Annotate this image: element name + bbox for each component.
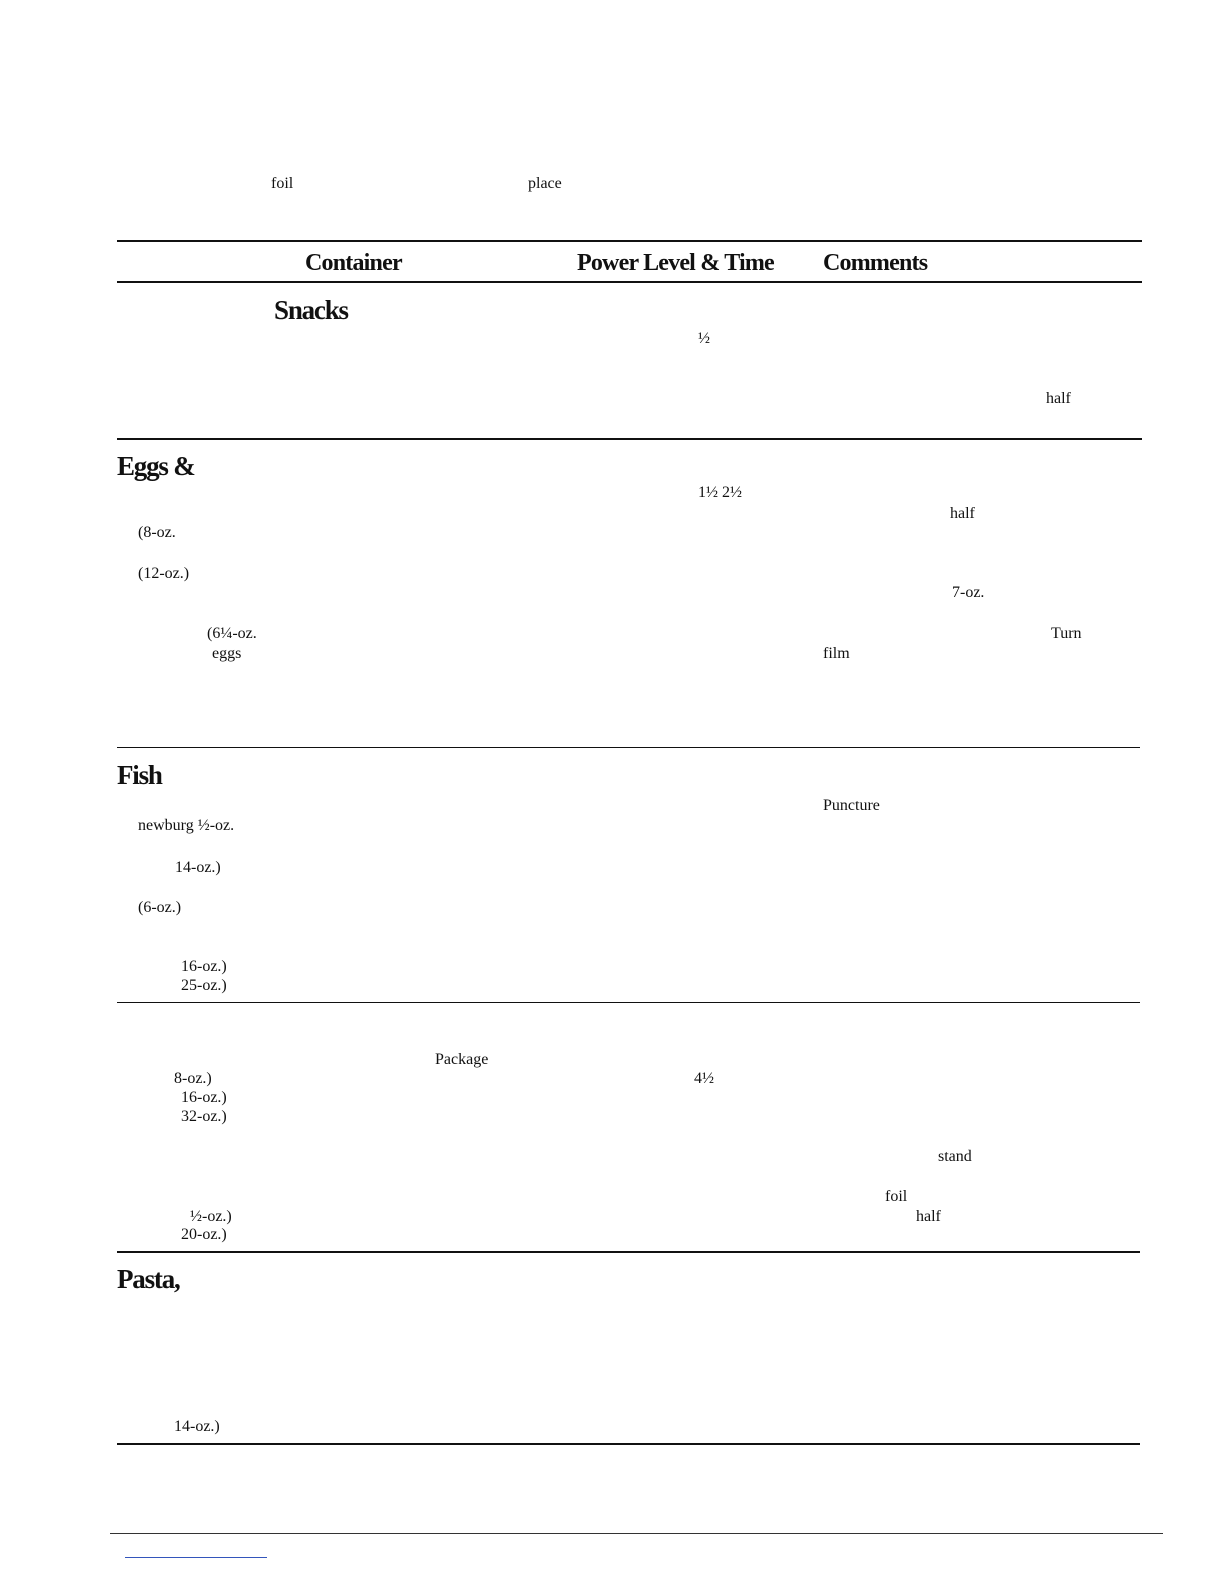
eggs-item-eggs: eggs	[212, 645, 242, 662]
fourth-item-16oz: 16-oz.)	[181, 1089, 227, 1106]
fish-item-14oz: 14-oz.)	[175, 859, 221, 876]
section-divider	[117, 1251, 1140, 1253]
eggs-comment-7oz: 7-oz.	[952, 584, 985, 601]
eggs-item-12oz: (12-oz.)	[138, 565, 190, 582]
eggs-comment-film: film	[823, 645, 850, 662]
section-divider	[117, 1002, 1140, 1003]
eggs-time-range: 1½ 2½	[698, 484, 742, 501]
section-title-snacks: Snacks	[274, 295, 348, 325]
section-title-pasta: Pasta,	[117, 1264, 180, 1294]
fourth-item-half-oz: ½-oz.)	[190, 1208, 232, 1225]
snacks-comment-half: half	[1046, 390, 1071, 407]
header-container: Container	[305, 250, 402, 276]
footer-link-underline	[125, 1557, 267, 1558]
fish-item-newburg: newburg ½-oz.	[138, 817, 235, 834]
intro-word-foil: foil	[271, 175, 294, 192]
eggs-item-8oz: (8-oz.	[138, 524, 176, 541]
fourth-item-32oz: 32-oz.)	[181, 1108, 227, 1125]
section-title-eggs: Eggs &	[117, 451, 195, 481]
fish-item-16oz: 16-oz.)	[181, 958, 227, 975]
fish-comment-puncture: Puncture	[823, 797, 880, 814]
pasta-item-14oz: 14-oz.)	[174, 1418, 220, 1435]
snacks-time-fraction: ½	[698, 330, 710, 347]
eggs-comment-half: half	[950, 505, 975, 522]
section-divider	[117, 438, 1142, 440]
eggs-item-6quarter-oz: (6¼-oz.	[207, 625, 257, 642]
fourth-comment-stand: stand	[938, 1148, 972, 1165]
footer-rule	[110, 1533, 1163, 1534]
section-divider	[117, 747, 1140, 748]
fish-item-25oz: 25-oz.)	[181, 977, 227, 994]
table-bottom-rule	[117, 1443, 1140, 1445]
fourth-item-8oz: 8-oz.)	[174, 1070, 212, 1087]
eggs-comment-turn: Turn	[1051, 625, 1082, 642]
fourth-item-20oz: 20-oz.)	[181, 1226, 227, 1243]
header-bottom-rule	[117, 281, 1142, 283]
fourth-time: 4½	[694, 1070, 714, 1087]
header-comments: Comments	[823, 250, 928, 276]
fourth-comment-foil: foil	[885, 1188, 908, 1205]
intro-word-place: place	[528, 175, 562, 192]
section-title-fish: Fish	[117, 760, 162, 790]
fourth-comment-half: half	[916, 1208, 941, 1225]
header-power-level-time: Power Level & Time	[577, 250, 774, 276]
fish-item-6oz: (6-oz.)	[138, 899, 182, 916]
fourth-container-package: Package	[435, 1051, 489, 1068]
table-top-rule	[117, 240, 1142, 242]
